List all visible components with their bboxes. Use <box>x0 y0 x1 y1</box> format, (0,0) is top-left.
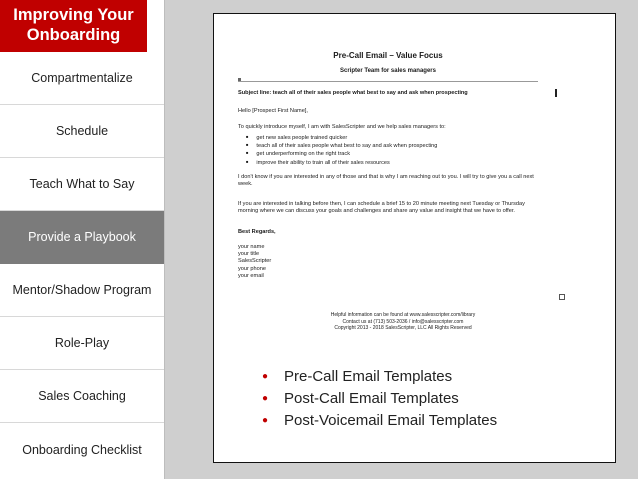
footer-line: Copyright 2013 - 2018 SalesScripter, LLC All Rights Reserved <box>334 325 472 331</box>
bullet-text: Post-Call Email Templates <box>284 390 459 407</box>
template-bullet-item <box>262 410 497 432</box>
bullet-dot-icon: ● <box>262 371 269 382</box>
nav-item-label: Role-Play <box>54 336 110 350</box>
nav-item-schedule[interactable] <box>0 105 164 158</box>
bullet-dot-icon: ● <box>262 415 269 426</box>
bullet-text: Post-Voicemail Email Templates <box>284 412 498 429</box>
document-bullet: ■ get new sales people trained quicker <box>246 134 437 142</box>
document-cursor-mark <box>555 89 557 97</box>
document-footer <box>278 312 528 332</box>
template-bullet-item <box>262 388 497 410</box>
nav-item-label: Onboarding Checklist <box>22 442 142 457</box>
nav-item-teach-what-to-say[interactable] <box>0 158 164 211</box>
nav-item-provide-a-playbook[interactable] <box>0 211 164 264</box>
nav-item-sales-coaching[interactable] <box>0 370 164 423</box>
nav-item-label: Mentor/Shadow Program <box>12 283 152 297</box>
sidebar-header <box>0 0 147 52</box>
document-signature <box>238 244 271 280</box>
document-bullet: ■ improve their ability to train all of their sales resources <box>246 159 437 167</box>
document-bullet: ■ teach all of their sales people what best to say and ask when prospecting <box>246 142 437 150</box>
document-bullet-list <box>246 134 437 167</box>
template-bullet-item <box>262 366 497 388</box>
document-intro: To quickly introduce myself, I am with SalesScripter and we help sales managers to: <box>238 124 446 130</box>
nav-item-label: Schedule <box>55 124 109 138</box>
nav-item-mentor-shadow-program[interactable] <box>0 264 164 317</box>
document-checkbox-icon <box>559 294 565 300</box>
sidebar-title-line2: Onboarding <box>26 26 121 44</box>
document-paragraph: I don't know if you are interested in any of those and that is why I am reaching out to you. I will try to give you a call next week. <box>238 174 534 188</box>
signature-line: your title <box>238 251 260 258</box>
nav-item-onboarding-checklist[interactable] <box>0 423 164 476</box>
nav-item-label: Provide a Playbook <box>28 230 136 244</box>
document-subject-line: Subject line: teach all of their sales people what best to say and ask when prospecting <box>238 90 468 96</box>
nav-item-label: Teach What to Say <box>29 177 135 191</box>
document-regards: Best Regards, <box>238 229 276 235</box>
bullet-dot-icon: ● <box>262 393 269 404</box>
signature-line: your email <box>238 272 264 279</box>
signature-line: SalesScripter <box>238 258 272 265</box>
signature-line: your phone <box>238 265 266 272</box>
footer-line: Helpful information can be found at www.salesscripter.com/library <box>330 312 476 318</box>
nav-item-label: Sales Coaching <box>38 389 126 403</box>
document-rule <box>238 81 538 82</box>
document-paragraph: If you are interested in talking before then, I can schedule a brief 15 to 20 minute meeting next Tuesday or Thursday morning where we can discuss your goals and challenges and share any value and insight that we have to offer. <box>238 201 525 215</box>
document-subtitle: Scripter Team for sales managers <box>340 68 436 74</box>
sidebar <box>0 0 164 479</box>
nav-item-label: Compartmentalize <box>31 71 133 85</box>
document-greeting: Hello [Prospect First Name], <box>238 108 308 114</box>
template-bullet-list <box>262 366 497 432</box>
nav-item-compartmentalize[interactable] <box>0 52 164 105</box>
main-area <box>165 0 638 479</box>
sidebar-title-line1: Improving Your <box>13 6 134 24</box>
nav-item-role-play[interactable] <box>0 317 164 370</box>
footer-line: Contact us at (713) 503-2036 / info@salesscripter.com <box>342 318 464 325</box>
signature-line: your name <box>238 244 265 250</box>
document-bullet: ■ get underperforming on the right track <box>246 150 437 158</box>
document-title: Pre-Call Email – Value Focus <box>333 51 443 60</box>
email-template-document <box>238 51 578 361</box>
bullet-text: Pre-Call Email Templates <box>284 368 453 385</box>
